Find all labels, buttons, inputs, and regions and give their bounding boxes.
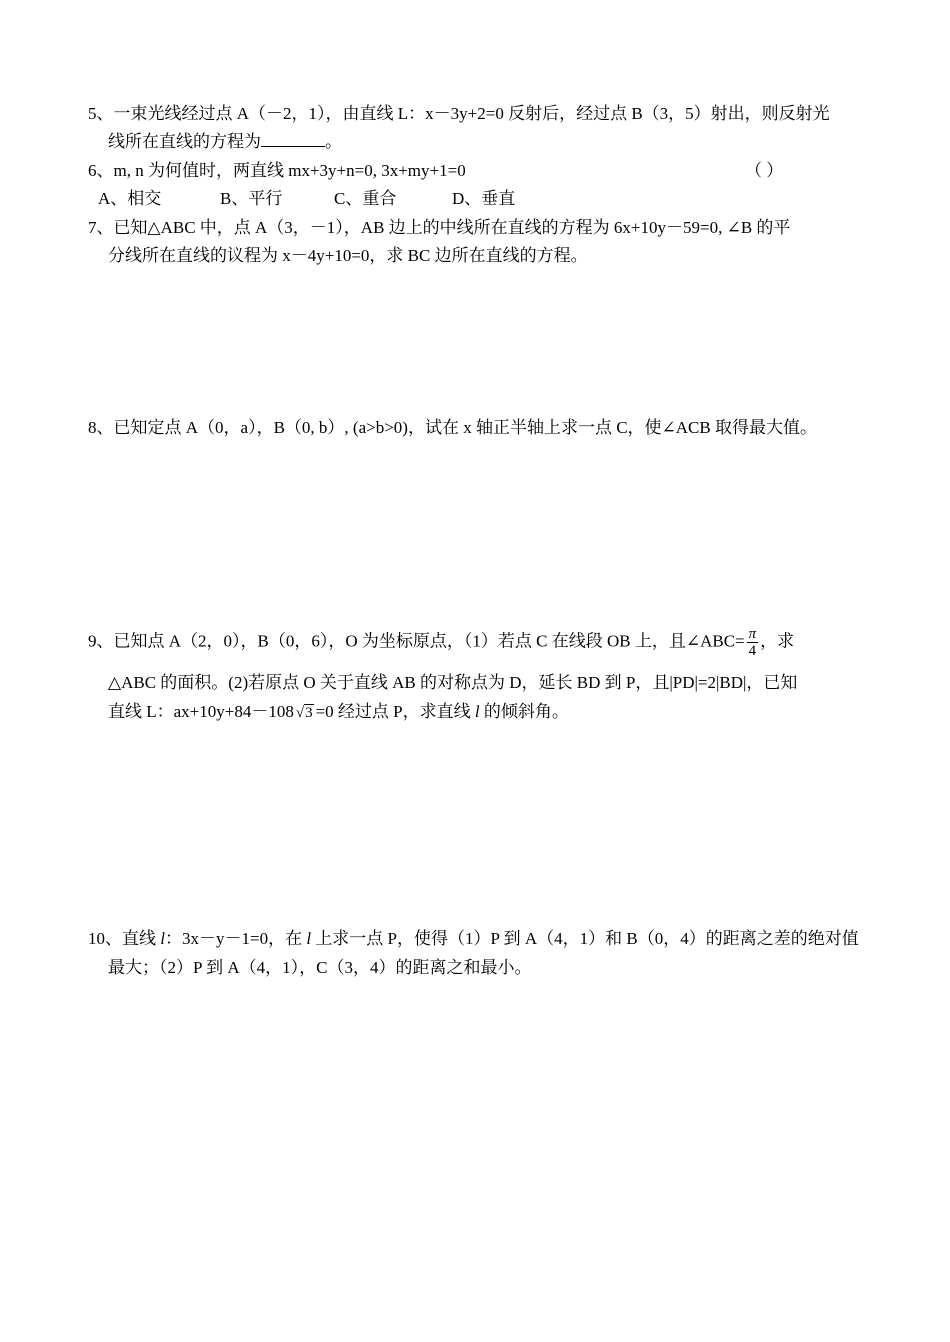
q9-fraction-pi-over-4 <box>747 626 759 659</box>
q10-line1-eq: ：3x－y－1=0，在 <box>164 929 307 948</box>
q9-line1 <box>88 626 794 659</box>
q5-answer-blank[interactable] <box>261 132 325 147</box>
q5-line2-end: 。 <box>325 132 342 151</box>
q9-line-l-symbol: l <box>474 702 480 721</box>
q9-fraction-numerator: π <box>748 626 757 642</box>
q7-line1: 7、已知△ABC 中，点 A（3，－1），AB 边上的中线所在直线的方程为 6x+10y－59=0, ∠B 的平 <box>88 218 791 237</box>
q9-line3 <box>108 701 569 724</box>
q6-question: 6、m, n 为何值时，两直线 mx+3y+n=0, 3x+my+1=0 <box>88 161 466 180</box>
q9-line1-text: 9、已知点 A（2，0），B（0，6），O 为坐标原点，（1）若点 C 在线段 OB 上，且∠ABC= <box>88 631 745 651</box>
q9-line3-text: 直线 L：ax+10y+84－108 <box>108 702 294 721</box>
q10-line-l-symbol-1: l <box>160 929 165 948</box>
q10-line1-end: 上求一点 P，使得（1）P 到 A（4，1）和 B（0，4）的距离之差的绝对值 <box>311 929 859 948</box>
q10-line1 <box>88 928 859 950</box>
q9-line2: △ABC 的面积。(2)若原点 O 关于直线 AB 的对称点为 D，延长 BD 到 P，且|PD|=2|BD|，已知 <box>108 673 798 692</box>
q6-options <box>98 188 515 210</box>
q9-line3-mid: =0 经过点 P，求直线 <box>315 702 475 721</box>
q10-line1-start: 10、直线 <box>88 929 161 948</box>
q6-answer-paren[interactable]: （ ） <box>745 161 784 180</box>
q9-sqrt-radicand: 3 <box>305 705 313 721</box>
q5-line2-text: 线所在直线的方程为 <box>108 132 261 151</box>
q6-option-d[interactable]: D、垂直 <box>452 189 516 208</box>
q6-option-b[interactable]: B、平行 <box>220 189 283 208</box>
q6-option-c[interactable]: C、重合 <box>334 189 397 208</box>
q10-line-l-symbol-2: l <box>306 929 312 948</box>
q7-line2: 分线所在直线的议程为 x－4y+10=0，求 BC 边所在直线的方程。 <box>108 246 588 265</box>
q9-line1-end: ，求 <box>760 631 795 651</box>
q9-fraction-denominator: 4 <box>748 643 757 659</box>
q5-line1: 5、一束光线经过点 A（－2，1），由直线 L：x－3y+2=0 反射后，经过点 B（3，5）射出，则反射光 <box>88 104 830 123</box>
q8-question: 8、已知定点 A（0，a），B（0, b）, (a>b>0)，试在 x 轴正半轴上求一点 C，使∠ACB 取得最大值。 <box>88 418 817 437</box>
q6-option-a[interactable]: A、相交 <box>98 189 162 208</box>
q10-line2: 最大；（2）P 到 A（4，1），C（3，4）的距离之和最小。 <box>108 958 532 977</box>
sqrt-icon: √3 <box>295 705 313 721</box>
q9-line3-end: 的倾斜角。 <box>479 702 569 721</box>
q5-line2 <box>108 131 342 153</box>
